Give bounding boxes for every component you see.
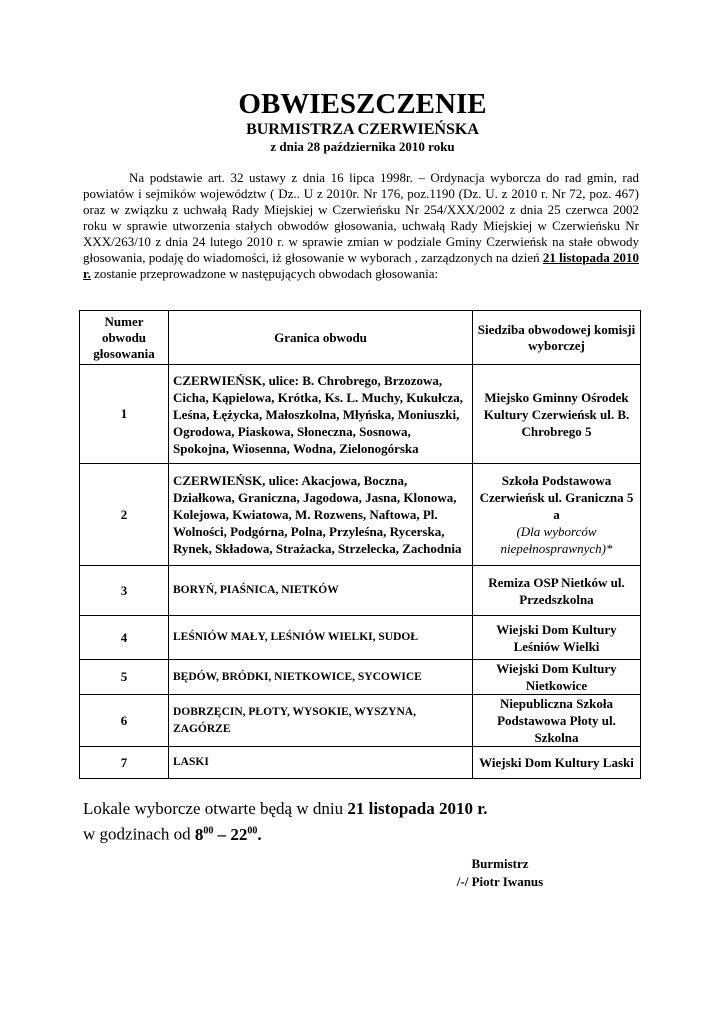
open-minutes: 00 (203, 825, 214, 836)
seat-name: Szkoła Podstawowa Czerwieńsk ul. Graniczna 5 a (479, 473, 634, 522)
district-number: 6 (80, 695, 169, 747)
polling-districts-table (79, 310, 641, 779)
district-number: 3 (80, 566, 169, 616)
seat-name: Wiejski Dom Kultury Leśniów Wielki (496, 621, 617, 654)
header-seat: Siedziba obwodowej komisji wyborczej (473, 311, 641, 365)
district-seat (473, 365, 641, 464)
district-boundary: LASKI (169, 747, 473, 779)
opening-date: 21 listopada 2010 r. (347, 799, 488, 818)
seat-name: Wiejski Dom Kultury Laski (479, 755, 634, 770)
opening-date-prefix: Lokale wyborcze otwarte będą w dniu (83, 799, 348, 818)
signature-block (440, 855, 560, 891)
seat-name: Wiejski Dom Kultury Nietkowice (496, 661, 617, 693)
table-row (80, 365, 641, 464)
district-number: 5 (80, 660, 169, 695)
district-seat (473, 695, 641, 747)
district-seat (473, 464, 641, 566)
intro-paragraph (83, 170, 639, 282)
district-boundary: BĘDÓW, BRÓDKI, NIETKOWICE, SYCOWICE (169, 660, 473, 695)
table-row (80, 695, 641, 747)
district-boundary: BORYŃ, PIAŚNICA, NIETKÓW (169, 566, 473, 616)
intro-text: Na podstawie art. 32 ustawy z dnia 16 lipca 1998r. – Ordynacja wyborcza do rad gmin, rad powiatów i sejmików województw ( Dz.. U z 2010r. Nr 176, poz.1190 (Dz. U. z 2010 r. Nr 72, poz. 467) oraz w związku z uchwałą Rady Miejskiej w Czerwieńsku Nr 254/XXX/2002 z dnia 25 czerwca 2002 roku w sprawie utworzenia stałych obwodów głosowania, uchwałą Rady Miejskiej w Czerwieńsku Nr XXX/263/10 z dnia 24 lutego 2010 r. w sprawie zmian w podziale Gminy Czerwieńsk na stałe obwody głosowania, podaję do wiadomości, iż głosowanie w wyborach , zarządzonych na dzień (83, 170, 639, 265)
opening-hours-line (83, 820, 643, 846)
signature-role: Burmistrz (471, 856, 529, 871)
seat-note: (Dla wyborców niepełnosprawnych)* (500, 524, 613, 556)
district-number: 1 (80, 365, 169, 464)
table-row (80, 660, 641, 695)
district-seat (473, 660, 641, 695)
district-boundary: CZERWIEŃSK, ulice: B. Chrobrego, Brzozowa, Cicha, Kąpielowa, Krótka, Ks. L. Muchy, Kukułcza, Leśna, Łężycka, Małoszkolna, Młyńska, Moniuszki, Ogrodowa, Piaskowa, Słoneczna, Sosnowa, Spokojna, Wiosenna, Wodna, Zielonogórska (169, 365, 473, 464)
table-header-row (80, 311, 641, 365)
seat-name: Remiza OSP Nietków ul. Przedszkolna (488, 574, 625, 607)
table-row (80, 747, 641, 779)
table-row (80, 616, 641, 660)
district-seat (473, 566, 641, 616)
opening-hours-prefix: w godzinach od (83, 824, 195, 844)
seat-name: Miejsko Gminny Ośrodek Kultury Czerwieńsk ul. B. Chrobrego 5 (483, 389, 630, 439)
open-hour: 8 (194, 824, 204, 844)
header-boundary: Granica obwodu (169, 311, 473, 365)
district-number: 7 (80, 747, 169, 779)
table-row (80, 464, 641, 566)
seat-name: Niepubliczna Szkoła Podstawowa Płoty ul. Szkolna (497, 696, 616, 745)
district-boundary: DOBRZĘCIN, PŁOTY, WYSOKIE, WYSZYNA, ZAGÓRZE (169, 695, 473, 747)
district-boundary: LEŚNIÓW MAŁY, LEŚNIÓW WIELKI, SUDOŁ (169, 616, 473, 660)
close-minutes: 00 (247, 825, 258, 836)
header-number: Numer obwodu głosowania (80, 311, 169, 365)
district-boundary: CZERWIEŃSK, ulice: Akacjowa, Boczna, Działkowa, Graniczna, Jagodowa, Jasna, Klonowa, Kolejowa, Kwiatowa, M. Rozwens, Naftowa, Pl. Wolności, Podgórna, Polna, Przyleśna, Rycerska, Rynek, Składowa, Strażacka, Strzelecka, Zachodnia (169, 464, 473, 566)
district-seat (473, 616, 641, 660)
district-number: 4 (80, 616, 169, 660)
document-date: z dnia 28 października 2010 roku (270, 139, 455, 154)
intro-text-end: zostanie przeprowadzone w następujących obwodach głosowania: (90, 266, 439, 281)
opening-date-line (83, 798, 643, 820)
election-date: 21 listopada 2010 r. (83, 250, 640, 281)
hours-dash: – (213, 824, 231, 844)
opening-hours-notice (83, 798, 643, 846)
opening-hours (195, 825, 262, 844)
hours-end: . (257, 824, 262, 844)
page-title: OBWIESZCZENIE (238, 88, 487, 120)
issuer-subtitle: BURMISTRZA CZERWIEŃSKA (246, 121, 479, 138)
signature-name: /-/ Piotr Iwanus (456, 874, 544, 889)
district-seat (473, 747, 641, 779)
district-number: 2 (80, 464, 169, 566)
close-hour: 22 (230, 824, 248, 844)
table-row (80, 566, 641, 616)
